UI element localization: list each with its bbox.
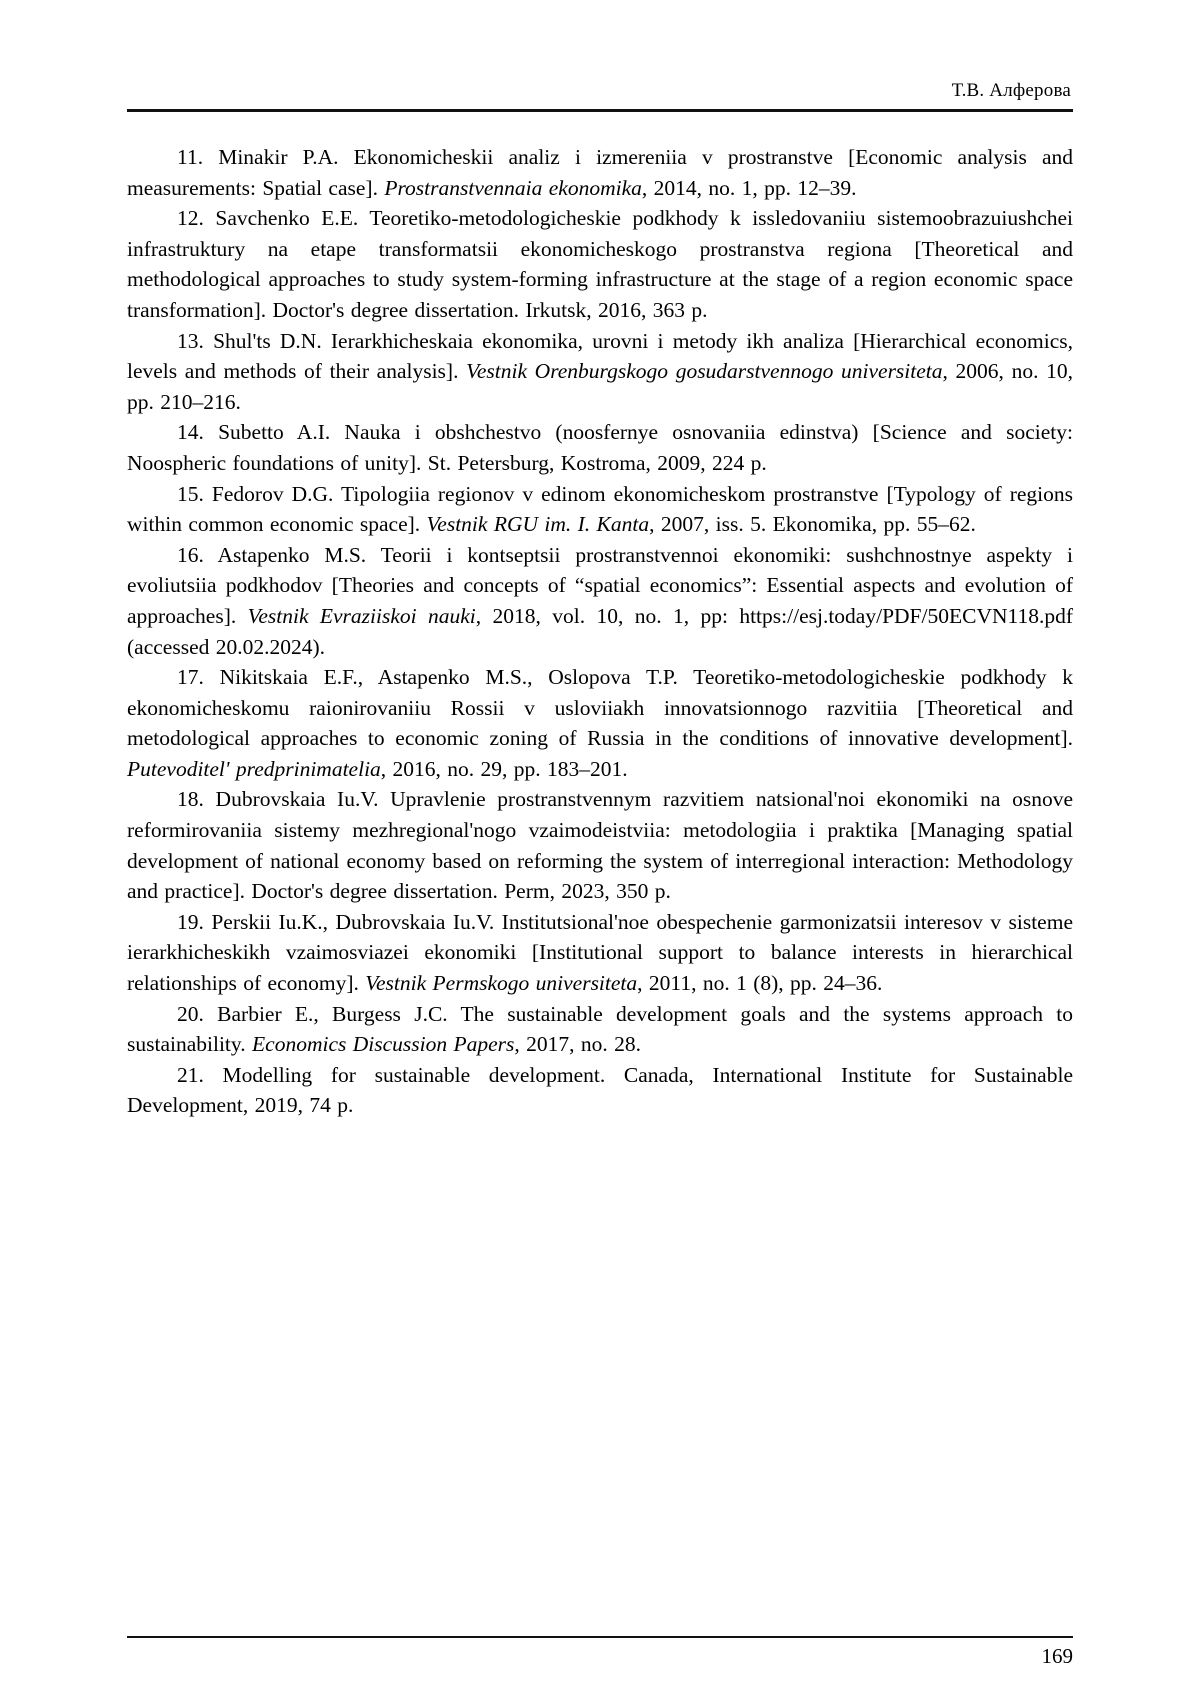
reference-text: , 2011, no. 1 (8), pp. 24–36. <box>637 971 883 996</box>
references-list <box>127 142 1073 1121</box>
reference-item <box>127 907 1073 999</box>
reference-text: 18. Dubrovskaia Iu.V. Upravlenie prostranstvennym razvitiem natsional'noi ekonomiki na osnove reformirovaniia sistemy mezhregional'nogo vzaimodeistviia: metodologiia i praktika [Managing spatial development of national economy based on reforming the system of interregional interaction: Methodology and practice]. Doctor's degree dissertation. Perm, 2023, 350 p. <box>127 787 1073 904</box>
reference-text: , 2006, no. 10, pp. 210–216. <box>127 359 1073 414</box>
reference-source-title: Economics Discussion Papers <box>252 1032 515 1057</box>
reference-text: 20. Barbier E., Burgess J.C. The sustainable development goals and the systems approach to sustainability. <box>127 1001 1073 1057</box>
reference-item <box>127 1060 1073 1121</box>
reference-text: , 2014, no. 1, pp. 12–39. <box>641 175 857 200</box>
reference-source-title: Putevoditel' predprinimatelia <box>127 756 381 781</box>
reference-text: 11. Minakir P.A. Ekonomicheskii analiz i izmereniia v prostranstve [Economic analysis and measurements: Spatial case]. <box>127 145 1073 200</box>
reference-item <box>127 540 1073 662</box>
reference-text: 14. Subetto A.I. Nauka i obshchestvo (noosfernye osnovaniia edinstva) [Science and society: Noospheric foundations of unity]. St. Petersburg, Kostroma, 2009, 224 p. <box>127 420 1073 475</box>
reference-text: 12. Savchenko E.E. Teoretiko-metodologicheskie podkhody k issledovaniiu sistemoobrazuiushchei infrastruktury na etape transformatsii ekonomicheskogo prostranstva regiona [Theoretical and methodological approaches to study system-forming infrastructure at the stage of a region economic space transformation]. Doctor's degree dissertation. Irkutsk, 2016, 363 p. <box>127 206 1073 322</box>
running-head <box>127 0 1073 109</box>
reference-text: 16. Astapenko M.S. Teorii i kontseptsii prostranstvennoi ekonomiki: sushchnostnye aspekty i evoliutsiia podkhodov [Theories and concepts of “spatial economics”: Essential aspects and evolution of approaches]. <box>127 542 1073 628</box>
reference-text: 21. Modelling for sustainable development. Canada, International Institute for Sustainable Development, 2019, 74 p. <box>127 1062 1073 1118</box>
reference-item <box>127 326 1073 418</box>
reference-source-title: Vestnik Orenburgskogo gosudarstvennogo universiteta <box>466 359 943 384</box>
reference-source-title: Vestnik RGU im. I. Kanta <box>426 512 650 537</box>
reference-item <box>127 999 1073 1060</box>
header-rule <box>127 109 1073 112</box>
reference-text: , 2017, no. 28. <box>514 1032 642 1057</box>
reference-item <box>127 662 1073 784</box>
reference-item <box>127 142 1073 203</box>
reference-text: , 2016, no. 29, pp. 183–201. <box>380 756 628 781</box>
reference-text: 15. Fedorov D.G. Tipologiia regionov v edinom ekonomicheskom prostranstve [Typology of regions within common economic space]. <box>127 481 1073 537</box>
page-number: 169 <box>1041 1644 1073 1668</box>
reference-text: 19. Perskii Iu.K., Dubrovskaia Iu.V. Institutsional'noe obespechenie garmonizatsii interesov v sisteme ierarkhicheskikh vzaimosviazei ekonomiki [Institutional support to balance interests in hierarchical relationships of economy]. <box>127 909 1073 996</box>
reference-source-title: Prostranstvennaia ekonomika <box>384 175 642 200</box>
reference-source-title: Vestnik Permskogo universiteta <box>365 971 638 996</box>
reference-text: , 2007, iss. 5. Ekonomika, pp. 55–62. <box>649 512 976 537</box>
reference-source-title: Vestnik Evraziiskoi nauki <box>247 603 476 628</box>
page-footer <box>127 1636 1073 1669</box>
reference-item <box>127 479 1073 540</box>
reference-item <box>127 784 1073 906</box>
reference-text: 13. Shul'ts D.N. Ierarkhicheskaia ekonomika, urovni i metody ikh analiza [Hierarchical economics, levels and methods of their analysis]. <box>127 328 1073 384</box>
reference-item <box>127 203 1073 325</box>
reference-text: , 2018, vol. 10, no. 1, pp: https://esj.today/PDF/50ECVN118.pdf (accessed 20.02.2024). <box>127 603 1073 659</box>
reference-item <box>127 417 1073 478</box>
running-head-author: Т.В. Алферова <box>951 80 1071 101</box>
reference-text: 17. Nikitskaia E.F., Astapenko M.S., Oslopova T.P. Teoretiko-metodologicheskie podkhody k ekonomicheskomu raionirovaniiu Rossii v usloviiakh innovatsionnogo razvitiia [Theoretical and metodological approaches to economic zoning of Russia in the conditions of innovative development]. <box>127 665 1073 751</box>
